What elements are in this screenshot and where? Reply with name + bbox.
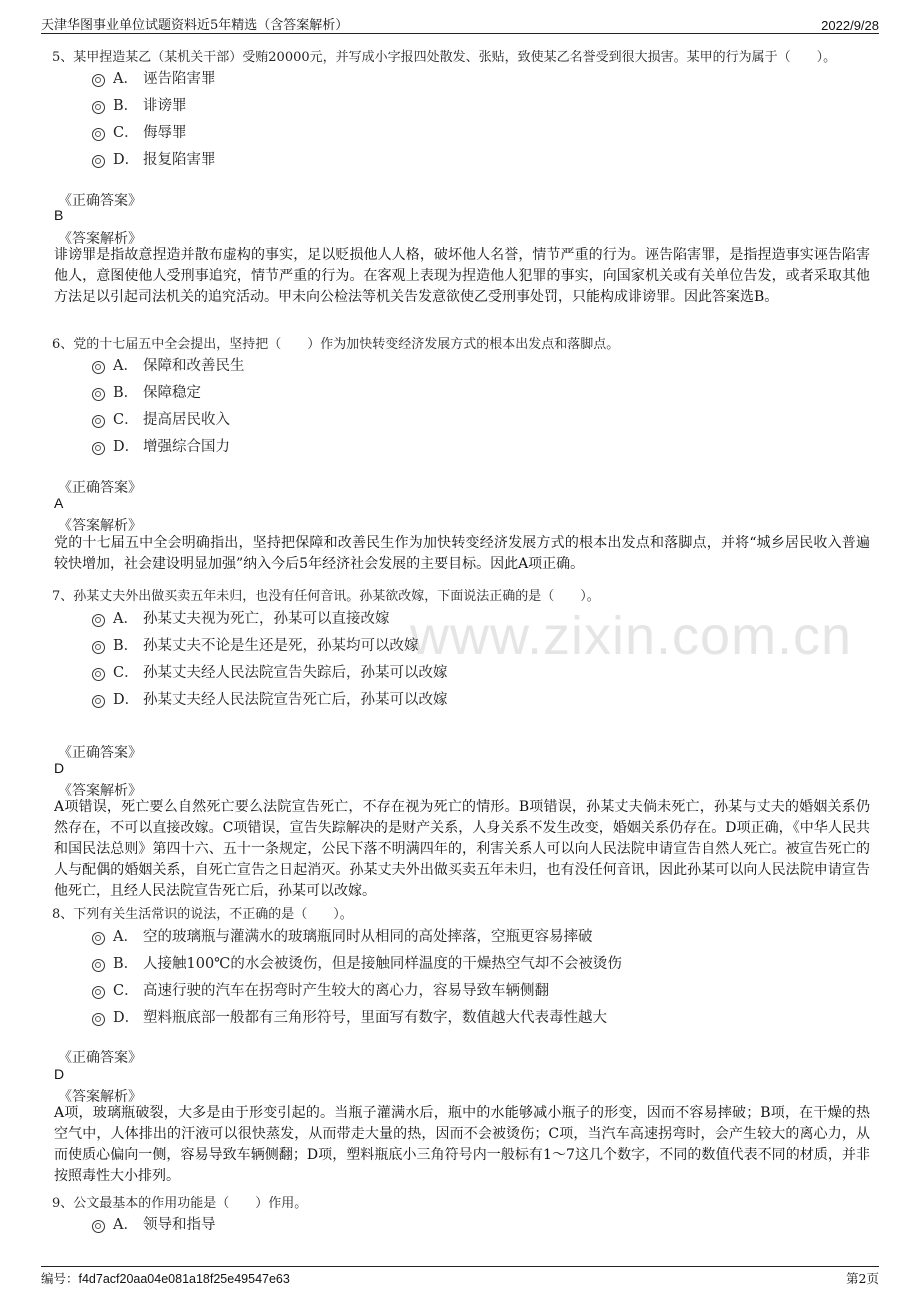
header-divider — [41, 33, 879, 34]
correct-answer-label: 《正确答案》 — [58, 1050, 142, 1066]
question-8-option-a[interactable]: A． 空的玻璃瓶与灌满水的玻璃瓶同时从相同的高处摔落，空瓶更容易摔破 — [92, 924, 593, 946]
question-5-answer: B — [54, 207, 64, 223]
radio-icon[interactable] — [92, 415, 105, 428]
radio-icon[interactable] — [92, 1220, 105, 1233]
question-5-analysis: 诽谤罪是指故意捏造并散布虚构的事实，足以贬损他人人格，破坏他人名誉，情节严重的行为。诬告陷害罪，是指捏造事实诬告陷害他人，意图使他人受刑事追究，情节严重的行为。在客观上表现为捏造他人犯罪的事实，向国家机关或有关单位告发，或者采取其他方法足以引起司法机关的追究活动。甲未向公检法等机关告发意欲使乙受刑事处罚，只能构成诽谤罪。因此答案选B。 — [54, 247, 870, 305]
question-5-option-b[interactable]: B． 诽谤罪 — [92, 93, 187, 115]
question-6-option-d[interactable]: D． 增强综合国力 — [92, 434, 230, 456]
radio-icon[interactable] — [92, 641, 105, 654]
document-title: 天津华图事业单位试题资料近5年精选（含答案解析） — [41, 18, 349, 33]
radio-icon[interactable] — [92, 442, 105, 455]
question-7-option-c[interactable]: C． 孙某丈夫经人民法院宣告失踪后，孙某可以改嫁 — [92, 660, 448, 682]
question-6-option-c[interactable]: C． 提高居民收入 — [92, 407, 230, 429]
question-6-answer: A — [54, 495, 64, 511]
question-6-option-b[interactable]: B． 保障稳定 — [92, 380, 201, 402]
question-7-option-a[interactable]: A． 孙某丈夫视为死亡，孙某可以直接改嫁 — [92, 606, 390, 628]
question-8-analysis: A项，玻璃瓶破裂，大多是由于形变引起的。当瓶子灌满水后，瓶中的水能够减小瓶子的形变，因而不容易摔破；B项，在干燥的热空气中，人体排出的汗液可以很快蒸发，从而带走大量的热，因而不会被烫伤；C项，当汽车高速拐弯时，会产生较大的离心力，从而使质心偏向一侧，容易导致车辆侧翻；D项，塑料瓶底小三角符号内一般标有1～7这几个数字，不同的数值代表不同的材质，并非按照毒性大小排列。 — [54, 1105, 870, 1184]
document-date: 2022/9/28 — [821, 18, 879, 33]
radio-icon[interactable] — [92, 959, 105, 972]
analysis-label: 《答案解析》 — [58, 783, 142, 799]
question-8-option-c[interactable]: C． 高速行驶的汽车在拐弯时产生较大的离心力，容易导致车辆侧翻 — [92, 978, 549, 1000]
radio-icon[interactable] — [92, 668, 105, 681]
radio-icon[interactable] — [92, 986, 105, 999]
question-6-analysis: 党的十七届五中全会明确指出，坚持把保障和改善民生作为加快转变经济发展方式的根本出发点和落脚点，并将“城乡居民收入普遍较快增加，社会建设明显加强”纳入今后5年经济社会发展的主要目标。因此A项正确。 — [54, 535, 870, 572]
radio-icon[interactable] — [92, 614, 105, 627]
page-header — [41, 13, 879, 33]
question-8-option-b[interactable]: B． 人接触100℃的水会被烫伤，但是接触同样温度的干燥热空气却不会被烫伤 — [92, 951, 622, 973]
question-8-option-d[interactable]: D． 塑料瓶底部一般都有三角形符号，里面写有数字，数值越大代表毒性越大 — [92, 1005, 607, 1027]
document-code: 编号：f4d7acf20aa04e081a18f25e49547e63 — [41, 1272, 290, 1286]
radio-icon[interactable] — [92, 128, 105, 141]
question-9-option-a[interactable]: A． 领导和指导 — [92, 1212, 216, 1234]
question-9-text: 9、公文最基本的作用功能是（ ）作用。 — [52, 1196, 308, 1211]
question-6-option-a[interactable]: A． 保障和改善民生 — [92, 353, 245, 375]
question-7-answer: D — [54, 760, 65, 776]
radio-icon[interactable] — [92, 695, 105, 708]
question-5-option-d[interactable]: D． 报复陷害罪 — [92, 147, 216, 169]
radio-icon[interactable] — [92, 155, 105, 168]
question-5-option-c[interactable]: C． 侮辱罪 — [92, 120, 187, 142]
radio-icon[interactable] — [92, 101, 105, 114]
analysis-label: 《答案解析》 — [58, 518, 142, 534]
radio-icon[interactable] — [92, 932, 105, 945]
correct-answer-label: 《正确答案》 — [58, 480, 142, 496]
correct-answer-label: 《正确答案》 — [58, 193, 142, 209]
radio-icon[interactable] — [92, 74, 105, 87]
radio-icon[interactable] — [92, 388, 105, 401]
question-8-answer: D — [54, 1066, 65, 1082]
question-8-text: 8、下列有关生活常识的说法，不正确的是（ ）。 — [52, 907, 353, 922]
question-7-option-d[interactable]: D． 孙某丈夫经人民法院宣告死亡后，孙某可以改嫁 — [92, 687, 448, 709]
question-6-text: 6、党的十七届五中全会提出，坚持把（ ）作为加快转变经济发展方式的根本出发点和落脚点。 — [52, 337, 620, 352]
question-5-text: 5、某甲捏造某乙（某机关干部）受贿20000元，并写成小字报四处散发、张贴，致使某乙名誉受到很大损害。某甲的行为属于（ ）。 — [52, 50, 837, 65]
question-7-option-b[interactable]: B． 孙某丈夫不论是生还是死，孙某均可以改嫁 — [92, 633, 419, 655]
radio-icon[interactable] — [92, 361, 105, 374]
radio-icon[interactable] — [92, 1013, 105, 1026]
watermark: www.zixin.com.cn — [410, 606, 853, 666]
question-7-analysis: A项错误，死亡要么自然死亡要么法院宣告死亡，不存在视为死亡的情形。B项错误，孙某丈夫倘未死亡，孙某与丈夫的婚姻关系仍然存在，不可以直接改嫁。C项错误，宣告失踪解决的是财产关系，人身关系不发生改变，婚姻关系仍存在。D项正确，《中华人民共和国民法总则》第四十六、五十一条规定，公民下落不明满四年的，利害关系人可以向人民法院申请宣告自然人死亡。被宣告死亡的人与配偶的婚姻关系，自死亡宣告之日起消灭。孙某丈夫外出做买卖五年未归，也有没任何音讯，因此孙某可以向人民法院申请宣告他死亡，且经人民法院宣告死亡后，孙某可以改嫁。 — [54, 799, 870, 899]
page-number: 第2页 — [846, 1271, 879, 1286]
analysis-label: 《答案解析》 — [58, 1089, 142, 1105]
footer-divider — [41, 1266, 879, 1267]
question-5-option-a[interactable]: A． 诬告陷害罪 — [92, 66, 216, 88]
correct-answer-label: 《正确答案》 — [58, 745, 142, 761]
analysis-label: 《答案解析》 — [58, 231, 142, 247]
question-7-text: 7、孙某丈夫外出做买卖五年未归，也没有任何音讯。孙某欲改嫁，下面说法正确的是（ ）。 — [52, 589, 600, 604]
page-footer — [41, 1269, 879, 1289]
